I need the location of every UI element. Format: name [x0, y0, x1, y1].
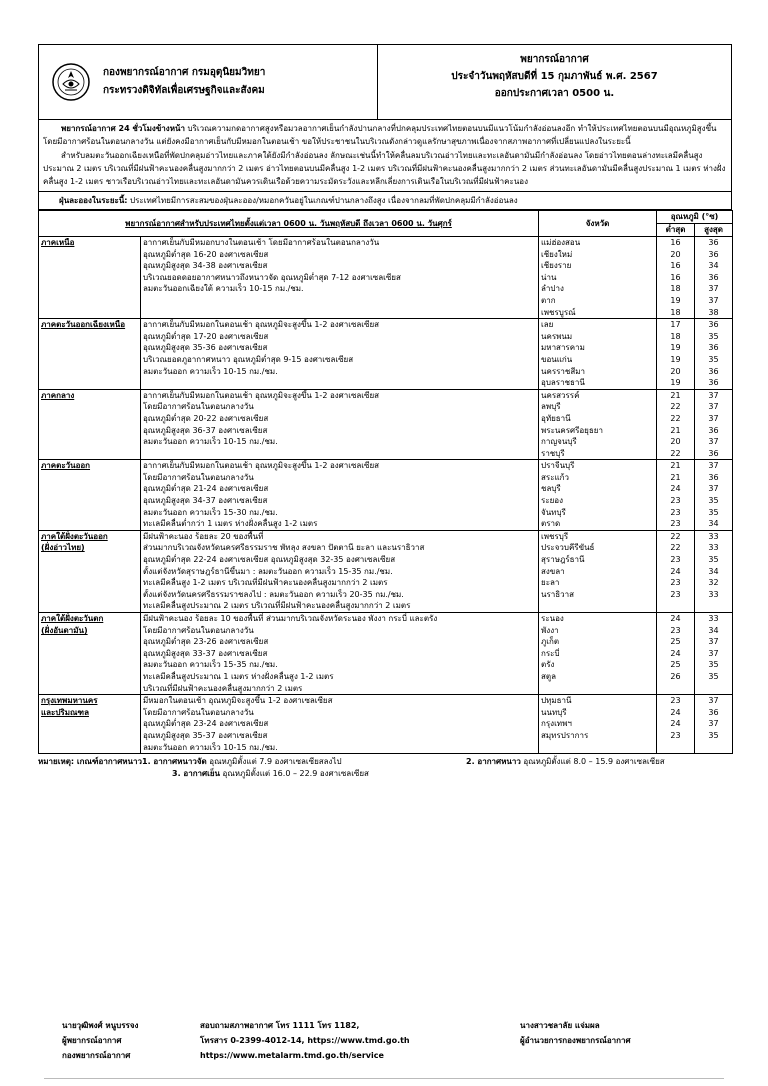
max-temp-cell [695, 319, 733, 390]
table-body [39, 237, 733, 754]
forecast-line: มีหมอกในตอนเช้า อุณหภูมิจะสูงขึ้น 1-2 องศาเซลเซียส [143, 696, 333, 706]
note-first [38, 756, 342, 768]
max-temp: 36 [708, 707, 719, 717]
province-cell [539, 237, 657, 319]
province-cell [539, 530, 657, 612]
max-temp: 36 [708, 472, 719, 482]
max-temp-cell [695, 695, 733, 754]
max-temp: 34 [708, 519, 719, 529]
max-temp: 37 [708, 637, 719, 647]
province-name: ระนอง [541, 614, 564, 623]
province-cell [539, 695, 657, 754]
min-temp-cell [657, 237, 695, 319]
min-temp: 25 [670, 637, 681, 647]
forecaster-role: ผู้พยากรณ์อากาศ [62, 1036, 122, 1045]
province-cell [539, 389, 657, 460]
max-temp: 33 [708, 543, 719, 553]
max-temp: 36 [708, 249, 719, 259]
region-description-cell [141, 695, 539, 754]
province-name: ปราจีนบุรี [541, 461, 575, 471]
min-temp: 23 [670, 730, 681, 740]
region-name-cell [39, 695, 141, 754]
max-temp: 33 [708, 614, 719, 623]
province-name: ลำปาง [541, 284, 564, 294]
province-name: เพชรบูรณ์ [541, 307, 576, 317]
org-line-2: กระทรวงดิจิทัลเพื่อเศรษฐกิจและสังคม [103, 85, 265, 96]
province-name: ประจวบคีรีขันธ์ [541, 543, 595, 553]
min-temp: 17 [670, 320, 681, 330]
forecast-line: อุณหภูมิสูงสุด 34-38 องศาเซลเซียส [143, 261, 268, 271]
region-name: ภาคตะวันออก [41, 461, 91, 471]
min-temp: 26 [670, 671, 681, 681]
max-temp: 35 [708, 730, 719, 740]
province-name: สุราษฎร์ธานี [541, 555, 585, 565]
max-temp: 37 [708, 461, 719, 471]
province-name: พังงา [541, 625, 559, 635]
min-temp: 24 [670, 648, 681, 658]
note-row-2 [38, 768, 732, 780]
forecast-line: ทะเลมีคลื่นต่ำกว่า 1 เมตร ห่างฝั่งคลื่นสูง 1-2 เมตร [143, 519, 318, 529]
region-row [39, 613, 733, 695]
note-2-label: 2. อากาศหนาว [466, 757, 521, 767]
max-temp: 36 [708, 425, 719, 435]
max-temp-cell [695, 613, 733, 695]
region-description-cell [141, 530, 539, 612]
min-temp: 24 [670, 707, 681, 717]
province-name: สระแก้ว [541, 472, 569, 482]
region-name: ภาคตะวันออกเฉียงเหนือ [41, 320, 126, 330]
forecast-line: อุณหภูมิต่ำสุด 22-24 องศาเซลเซียส อุณหภูมิสูงสุด 32-35 องศาเซลเซียส [143, 555, 396, 565]
forecast-line: อุณหภูมิสูงสุด 35-36 องศาเซลเซียส [143, 343, 268, 353]
document-footer [62, 1018, 702, 1063]
header-org [39, 45, 378, 119]
max-temp: 37 [708, 719, 719, 729]
cold-criteria-note [38, 756, 732, 780]
forecast-line: โดยมีอากาศร้อนในตอนกลางวัน [143, 625, 254, 635]
note-row-1 [38, 756, 732, 768]
region-name-cell [39, 389, 141, 460]
forecast-line: อากาศเย็นกับมีหมอกในตอนเช้า อุณหภูมิจะสูงขึ้น 1-2 องศาเซลเซียส [143, 461, 380, 471]
province-name: นครราชสีมา [541, 366, 585, 376]
region-name: ภาคใต้ฝั่งตะวันตก [41, 614, 104, 623]
max-temp: 36 [708, 378, 719, 388]
table-header-forecast: พยากรณ์อากาศสำหรับประเทศไทยตั้งแต่เวลา 0600 น. วันพฤหัสบดี ถึงเวลา 0600 น. วันศุกร์ [39, 211, 539, 237]
region-description-cell [141, 389, 539, 460]
max-temp: 35 [708, 660, 719, 670]
province-name: นนทบุรี [541, 707, 567, 717]
min-temp: 23 [670, 696, 681, 706]
forecast-line: อุณหภูมิต่ำสุด 16-20 องศาเซลเซียส [143, 249, 269, 259]
forecast-line: ลมตะวันออก ความเร็ว 10-15 กม./ชม. [143, 742, 278, 752]
note-3-label: 3. อากาศเย็น [172, 769, 220, 779]
min-temp: 21 [670, 461, 681, 471]
province-name: สตูล [541, 671, 556, 681]
min-temp: 16 [670, 238, 681, 247]
forecast-line: อุณหภูมิสูงสุด 36-37 องศาเซลเซียส [143, 425, 268, 435]
province-name: จันทบุรี [541, 507, 566, 517]
province-name: เชียงราย [541, 261, 572, 271]
document-title: พยากรณ์อากาศ [520, 54, 589, 65]
note-second [466, 756, 665, 768]
dust-text: ประเทศไทยมีการสะสมของฝุ่นละออง/หมอกควันอยู่ในเกณฑ์ปานกลางถึงสูง เนื่องจากลมที่พัดปกคลุมมีกำลังอ่อนลง [130, 196, 518, 205]
max-temp: 37 [708, 413, 719, 423]
min-temp: 16 [670, 261, 681, 271]
province-name: สงขลา [541, 566, 565, 576]
province-name: ภูเก็ต [541, 637, 560, 647]
max-temp: 35 [708, 496, 719, 506]
max-temp: 37 [708, 696, 719, 706]
min-temp: 16 [670, 272, 681, 282]
table-header-temp: อุณหภูมิ (°ซ) [657, 211, 733, 224]
director-name: นางสาวชลาลัย แจ่มผล [520, 1021, 600, 1030]
dust-notice [38, 192, 732, 210]
note-2-text: อุณหภูมิตั้งแต่ 8.0 – 15.9 องศาเซลเซียส [523, 757, 665, 767]
min-temp-cell [657, 319, 695, 390]
contact-block [200, 1018, 520, 1063]
forecast-line: โดยมีอากาศร้อนในตอนกลางวัน [143, 472, 254, 482]
document-header [38, 44, 732, 120]
min-temp: 21 [670, 472, 681, 482]
forecaster-block [62, 1018, 200, 1063]
province-name: ราชบุรี [541, 448, 565, 458]
province-cell [539, 319, 657, 390]
max-temp: 34 [708, 625, 719, 635]
min-temp: 22 [670, 448, 681, 458]
min-temp: 23 [670, 519, 681, 529]
province-name: เชียงใหม่ [541, 249, 573, 259]
min-temp-cell [657, 613, 695, 695]
contact-phone: สอบถามสภาพอากาศ โทร 1111 โทร 1182, [200, 1021, 360, 1030]
min-temp: 18 [670, 331, 681, 341]
region-name-cell [39, 460, 141, 531]
forecast-line: อุณหภูมิสูงสุด 35-37 องศาเซลเซียส [143, 730, 268, 740]
forecast-line: อุณหภูมิต่ำสุด 17-20 องศาเซลเซียส [143, 331, 269, 341]
forecast-line: อุณหภูมิสูงสุด 33-37 องศาเซลเซียส [143, 648, 268, 658]
footer-divider [44, 1078, 724, 1079]
max-temp: 37 [708, 484, 719, 494]
province-name: กรุงเทพฯ [541, 719, 572, 729]
max-temp-cell [695, 389, 733, 460]
director-block [520, 1018, 702, 1063]
max-temp-cell [695, 460, 733, 531]
forecaster-dept: กองพยากรณ์อากาศ [62, 1051, 131, 1060]
table-header-province: จังหวัด [539, 211, 657, 237]
region-description-cell [141, 613, 539, 695]
table-header-max: สูงสุด [695, 224, 733, 237]
province-name: อุทัยธานี [541, 413, 571, 423]
forecast-line: ตั้งแต่จังหวัดสุราษฎร์ธานีขึ้นมา : ลมตะวันออก ความเร็ว 15-35 กม./ชม. [143, 566, 393, 576]
max-temp-cell [695, 530, 733, 612]
region-row [39, 460, 733, 531]
province-name: สมุทรปราการ [541, 730, 589, 740]
region-name-cell [39, 237, 141, 319]
forecast-document [38, 44, 732, 780]
region-name: (ฝั่งอันดามัน) [41, 625, 88, 635]
dust-heading: ฝุ่นละอองในระยะนี้: [59, 196, 128, 205]
forecast-line: ลมตะวันออก ความเร็ว 15-35 กม./ชม. [143, 660, 278, 670]
tmd-emblem-icon [51, 62, 91, 102]
max-temp: 33 [708, 531, 719, 541]
province-name: ตาก [541, 295, 556, 305]
forecast-line: โดยมีอากาศร้อนในตอนกลางวัน [143, 402, 254, 412]
region-name: ภาคกลาง [41, 390, 75, 400]
note-3-text: อุณหภูมิตั้งแต่ 16.0 – 22.9 องศาเซลเซียส [222, 769, 369, 779]
region-row [39, 695, 733, 754]
region-name: ภาคใต้ฝั่งตะวันออก [41, 531, 108, 541]
min-temp: 21 [670, 425, 681, 435]
min-temp-cell [657, 530, 695, 612]
max-temp: 34 [708, 566, 719, 576]
province-name: ขอนแก่น [541, 354, 573, 364]
province-name: น่าน [541, 272, 557, 282]
province-name: นราธิวาส [541, 589, 575, 599]
max-temp: 37 [708, 402, 719, 412]
max-temp: 36 [708, 366, 719, 376]
region-description-cell [141, 319, 539, 390]
min-temp-cell [657, 389, 695, 460]
min-temp: 19 [670, 378, 681, 388]
note-label: หมายเหตุ: เกณฑ์อากาศหนาว [38, 757, 142, 767]
min-temp: 23 [670, 496, 681, 506]
forecast-line: มีฝนฟ้าคะนอง ร้อยละ 20 ของพื้นที่ [143, 531, 264, 541]
max-temp: 35 [708, 331, 719, 341]
max-temp: 38 [708, 307, 719, 317]
issue-time: ออกประกาศเวลา 0500 น. [494, 88, 615, 99]
header-title-block [378, 45, 731, 119]
min-temp: 22 [670, 413, 681, 423]
province-name: ลพบุรี [541, 402, 561, 412]
forecast-line: ตั้งแต่จังหวัดนครศรีธรรมราชลงไป : ลมตะวันออก ความเร็ว 20-35 กม./ชม. [143, 589, 404, 599]
max-temp: 37 [708, 437, 719, 447]
province-name: นครพนม [541, 331, 573, 341]
forecast-line: อุณหภูมิต่ำสุด 20-22 องศาเซลเซียส [143, 413, 269, 423]
intro-heading: พยากรณ์อากาศ 24 ชั่วโมงข้างหน้า [61, 124, 185, 133]
contact-service-url: https://www.metalarm.tmd.go.th/service [200, 1051, 384, 1060]
province-name: เพชรบุรี [541, 531, 569, 541]
intro-text-1: บริเวณความกดอากาศสูงหรือมวลอากาศเย็นกำลังปานกลางที่ปกคลุมประเทศไทยตอนบนมีแนวโน้มกำลังอ่อนลงอีก ทำให้ประเทศไทยตอนบนมีอุณหภูมิสูงขึ้น โดยมีอากาศร้อนในตอนกลางวัน แต่ยังคงมีอากาศเย็นกับมีหมอกในตอนเช้า ขอให้ประชาชนในบริเวณดังกล่าวดูแลรักษาสุขภาพเนื่องจากสภาพอากาศที่เปลี่ยนแปลงในระยะนี้ [43, 124, 717, 146]
min-temp: 24 [670, 719, 681, 729]
forecast-line: อากาศเย็นกับมีหมอกบางในตอนเช้า โดยมีอากาศร้อนในตอนกลางวัน [143, 238, 380, 247]
min-temp: 22 [670, 402, 681, 412]
region-name-cell [39, 613, 141, 695]
forecast-line: มีฝนฟ้าคะนอง ร้อยละ 10 ของพื้นที่ ส่วนมากบริเวณจังหวัดระนอง พังงา กระบี่ และตรัง [143, 614, 438, 623]
min-temp: 22 [670, 543, 681, 553]
min-temp: 23 [670, 555, 681, 565]
max-temp: 37 [708, 390, 719, 400]
forecast-line: บริเวณยอดภูอากาศหนาว อุณหภูมิต่ำสุด 9-15 องศาเซลเซียส [143, 354, 354, 364]
region-row [39, 319, 733, 390]
region-name-cell [39, 530, 141, 612]
forecast-line: อุณหภูมิต่ำสุด 23-26 องศาเซลเซียส [143, 637, 269, 647]
province-name: เลย [541, 320, 554, 330]
forecast-line: อุณหภูมิต่ำสุด 21-24 องศาเซลเซียส [143, 484, 269, 494]
region-row [39, 237, 733, 319]
province-name: พระนครศรีอยุธยา [541, 425, 603, 435]
province-name: ปทุมธานี [541, 696, 572, 706]
max-temp: 35 [708, 555, 719, 565]
document-date: ประจำวันพฤหัสบดีที่ 15 กุมภาพันธ์ พ.ศ. 2567 [451, 71, 658, 82]
forecast-line: ลมตะวันออก ความเร็ว 10-15 กม./ชม. [143, 366, 278, 376]
max-temp: 37 [708, 295, 719, 305]
forecast-line: ทะเลมีคลื่นสูงประมาณ 1 เมตร ห่างฝั่งคลื่นสูง 1-2 เมตร [143, 671, 334, 681]
province-name: นครสวรรค์ [541, 390, 580, 400]
region-description-cell [141, 460, 539, 531]
region-name: และปริมณฑล [41, 707, 89, 717]
province-name: กาญจนบุรี [541, 437, 577, 447]
intro-paragraph-2: สำหรับลมตะวันออกเฉียงเหนือที่พัดปกคลุมอ่าวไทยและภาคใต้ยังมีกำลังอ่อนลง ลักษณะเช่นนี้ทำให้คลื่นลมบริเวณอ่าวไทยและทะเลอันดามันมีกำลังอ่อนลง โดยอ่าวไทยตอนล่างทะเลมีคลื่นสูงประมาณ 2 เมตร บริเวณที่มีฝนฟ้าคะนองคลื่นสูงมากกว่า 2 เมตร อ่าวไทยตอนบนมีคลื่นสูง 1-2 เมตร บริเวณที่มีฝนฟ้าคะนองคลื่นสูงมากกว่า 2 เมตร ส่วนทะเลอันดามันมีคลื่นสูงประมาณ 1 เมตร ห่างฝั่งคลื่นสูง 1-2 เมตร ชาวเรือบริเวณอ่าวไทยและทะเลอันดามันควรเดินเรือด้วยความระมัดระวังและหลีกเลี่ยงการเดินเรือในบริเวณที่มีฝนฟ้าคะนอง [43, 151, 726, 186]
min-temp: 18 [670, 284, 681, 294]
forecast-line: ทะเลมีคลื่นสูงประมาณ 2 เมตร บริเวณที่มีฝนฟ้าคะนองคลื่นสูงมากกว่า 2 เมตร [143, 601, 411, 611]
org-line-1: กองพยากรณ์อากาศ กรมอุตุนิยมวิทยา [103, 67, 266, 78]
max-temp: 37 [708, 648, 719, 658]
min-temp: 23 [670, 589, 681, 599]
forecast-intro [38, 120, 732, 192]
province-cell [539, 613, 657, 695]
forecast-line: ลมตะวันออกเฉียงใต้ ความเร็ว 10-15 กม./ชม. [143, 284, 304, 294]
min-temp: 18 [670, 307, 681, 317]
min-temp: 23 [670, 578, 681, 588]
min-temp: 20 [670, 249, 681, 259]
province-name: อุบลราชธานี [541, 378, 585, 388]
intro-paragraph-1 [43, 122, 727, 148]
min-temp-cell [657, 695, 695, 754]
max-temp: 33 [708, 589, 719, 599]
max-temp: 36 [708, 320, 719, 330]
region-description-cell [141, 237, 539, 319]
note-1-text: อุณหภูมิตั้งแต่ 7.9 องศาเซลเซียสลงไป [209, 757, 342, 767]
min-temp: 23 [670, 625, 681, 635]
max-temp: 35 [708, 671, 719, 681]
forecast-line: บริเวณที่มีฝนฟ้าคะนองคลื่นสูงมากกว่า 2 เมตร [143, 683, 303, 693]
min-temp: 19 [670, 295, 681, 305]
forecaster-name: นายวุฒิพงศ์ หนูบรรจง [62, 1021, 139, 1030]
forecast-line: ทะเลมีคลื่นสูง 1-2 เมตร บริเวณที่มีฝนฟ้าคะนองคลื่นสูงมากกว่า 2 เมตร [143, 578, 388, 588]
province-name: ระยอง [541, 496, 564, 506]
province-name: ตรัง [541, 660, 555, 670]
min-temp: 20 [670, 366, 681, 376]
max-temp-cell [695, 237, 733, 319]
regional-forecast-table [38, 210, 733, 754]
director-role: ผู้อำนวยการกองพยากรณ์อากาศ [520, 1036, 631, 1045]
contact-fax: โทรสาร 0-2399-4012-14, https://www.tmd.go.th [200, 1036, 410, 1045]
province-name: ยะลา [541, 578, 560, 588]
region-name-cell [39, 319, 141, 390]
min-temp: 21 [670, 390, 681, 400]
max-temp: 36 [708, 343, 719, 353]
min-temp: 19 [670, 354, 681, 364]
min-temp: 24 [670, 484, 681, 494]
min-temp-cell [657, 460, 695, 531]
max-temp: 35 [708, 354, 719, 364]
max-temp: 37 [708, 284, 719, 294]
min-temp: 23 [670, 507, 681, 517]
max-temp: 32 [708, 578, 719, 588]
province-name: ชลบุรี [541, 484, 561, 494]
forecast-line: ส่วนมากบริเวณจังหวัดนครศรีธรรมราช พัทลุง สงขลา ปัตตานี ยะลา และนราธิวาส [143, 543, 425, 553]
forecast-line: อากาศเย็นกับมีหมอกในตอนเช้า อุณหภูมิจะสูงขึ้น 1-2 องศาเซลเซียส [143, 320, 380, 330]
forecast-line: อุณหภูมิสูงสุด 34-37 องศาเซลเซียส [143, 496, 268, 506]
province-name: มหาสารคาม [541, 343, 585, 353]
region-name: ภาคเหนือ [41, 238, 75, 247]
max-temp: 36 [708, 448, 719, 458]
region-name: กรุงเทพมหานคร [41, 696, 98, 706]
forecast-line: โดยมีอากาศร้อนในตอนกลางวัน [143, 707, 254, 717]
min-temp: 24 [670, 614, 681, 623]
max-temp: 36 [708, 272, 719, 282]
region-name: (ฝั่งอ่าวไทย) [41, 543, 85, 553]
province-name: กระบี่ [541, 648, 560, 658]
forecast-line: บริเวณยอดดอยอากาศหนาวถึงหนาวจัด อุณหภูมิต่ำสุด 7-12 องศาเซลเซียส [143, 272, 401, 282]
note-1-label: 1. อากาศหนาวจัด [142, 757, 207, 767]
max-temp: 34 [708, 261, 719, 271]
forecast-line: อุณหภูมิต่ำสุด 23-24 องศาเซลเซียส [143, 719, 269, 729]
table-header-min: ต่ำสุด [657, 224, 695, 237]
min-temp: 24 [670, 566, 681, 576]
min-temp: 22 [670, 531, 681, 541]
min-temp: 20 [670, 437, 681, 447]
forecast-line: ลมตะวันออก ความเร็ว 15-30 กม./ชม. [143, 507, 278, 517]
max-temp: 35 [708, 507, 719, 517]
forecast-line: ลมตะวันออก ความเร็ว 10-15 กม./ชม. [143, 437, 278, 447]
max-temp: 36 [708, 238, 719, 247]
province-name: ตราด [541, 519, 561, 529]
min-temp: 25 [670, 660, 681, 670]
province-cell [539, 460, 657, 531]
region-row [39, 530, 733, 612]
forecast-line: อากาศเย็นกับมีหมอกในตอนเช้า อุณหภูมิจะสูงขึ้น 1-2 องศาเซลเซียส [143, 390, 380, 400]
region-row [39, 389, 733, 460]
province-name: แม่ฮ่องสอน [541, 238, 581, 247]
min-temp: 19 [670, 343, 681, 353]
